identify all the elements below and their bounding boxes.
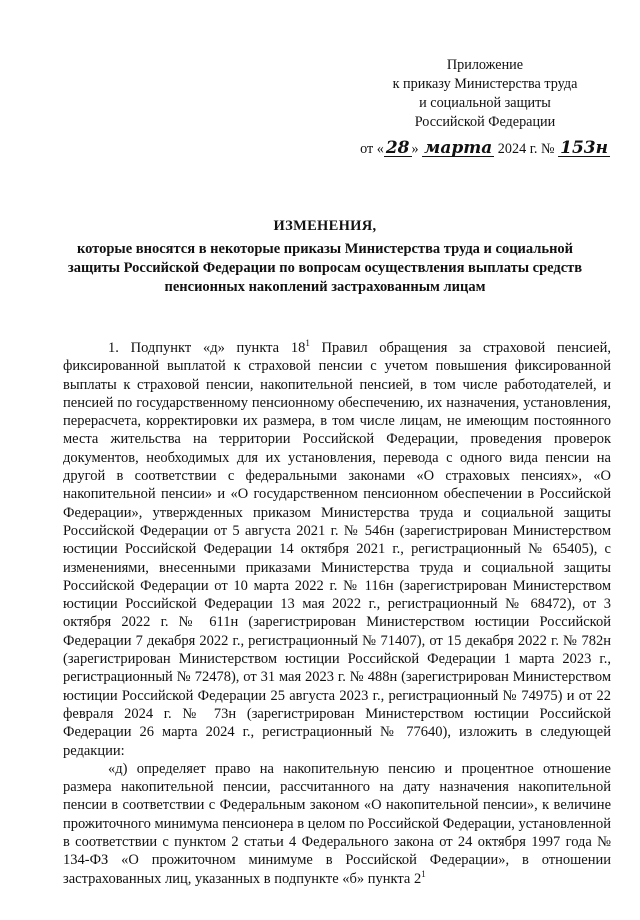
order-month: марта bbox=[424, 138, 493, 158]
paragraph-1-superscript: 1 bbox=[305, 338, 310, 349]
order-day: 28 bbox=[385, 138, 410, 158]
paragraph-2 bbox=[63, 760, 611, 888]
order-year: 2024 г. № bbox=[497, 141, 555, 157]
approval-line-2: к приказу Министерства труда bbox=[392, 76, 578, 92]
paragraph-2-text: «д) определяет право на накопительную пенсию и процентное отношение размера накопительной пенсии, рассчитанного на дату назначения накопительной пенсии в соответствии с Федеральным законом «О накопительной пенсии», к величине прожиточного минимума пенсионера в целом по Российской Федерации, установленной в соответствии с пунктом 2 статьи 4 Федерального закона от 24 октября 1997 года № 134-ФЗ «О прожиточном минимуме в Российской Федерации», в отношении застрахованных лиц, указанных в подпункте «б» пункта 2 bbox=[63, 760, 611, 887]
paragraph-2-superscript: 1 bbox=[421, 868, 426, 879]
title-subtitle: которые вносятся в некоторые приказы Министерства труда и социальной защиты Российской Федерации по вопросам осуществления выплаты средств пенсионных накоплений застрахованным лицам bbox=[67, 241, 583, 295]
approval-line-1: Приложение bbox=[446, 57, 524, 73]
date-prefix: от « bbox=[360, 141, 384, 157]
document-title bbox=[60, 217, 590, 297]
approval-line-4: Российской Федерации bbox=[414, 114, 556, 130]
title-heading: ИЗМЕНЕНИЯ, bbox=[273, 218, 377, 234]
order-number: 153н bbox=[560, 138, 608, 158]
document-body bbox=[63, 339, 611, 888]
paragraph-1-text: Правил обращения за страховой пенсией, фиксированной выплатой к страховой пенсии с учетом повышения фиксированной выплаты к страховой пенсии, накопительной пенсией, в том числе работодателей, и пенсией по государственному пенсионному обеспечению, их назначения, установления, перерасчета, корректировки их размера, в том числе лицам, не имеющим постоянного места жительства на территории Российской Федерации, проведения проверок документов, необходимых для их установления, перевода с одного вида пенсии на другой в соответствии с федеральными законами «О страховых пенсиях», «О накопительной пенсии» и «О государственном пенсионном обеспечении в Российской Федерации», утвержденных приказом Министерства труда и социальной защиты Российской Федерации от 5 августа 2021 г. № 546н (зарегистрирован Министерством юстиции Российской Федерации 14 октября 2021 г., регистрационный № 65405), с изменениями, внесенными приказами Министерства труда и социальной защиты Российской Федерации от 10 марта 2022 г. № 116н (зарегистрирован Министерством юстиции Российской Федерации 13 мая 2022 г., регистрационный № 68472), от 3 октября 2022 г. № 611н (зарегистрирован Министерством юстиции Российской Федерации 7 декабря 2022 г., регистрационный № 71407), от 15 декабря 2022 г. № 782н (зарегистрирован Министерством юстиции Российской Федерации 1 марта 2023 г., регистрационный № 72478), от 31 мая 2023 г. № 488н (зарегистрирован Министерством юстиции Российской Федерации 25 августа 2023 г., регистрационный № 74975) и от 22 февраля 2024 г. № 73н (зарегистрирован Министерством юстиции Российской Федерации 26 марта 2024 г., регистрационный № 77640), изложить в следующей редакции: bbox=[63, 340, 612, 759]
approval-line-3: и социальной защиты bbox=[419, 95, 551, 111]
paragraph-1 bbox=[63, 339, 611, 760]
order-date-line bbox=[360, 140, 610, 159]
approval-block bbox=[360, 56, 610, 159]
date-mid: » bbox=[411, 141, 419, 157]
paragraph-1-start: 1. Подпункт «д» пункта 18 bbox=[108, 340, 306, 356]
